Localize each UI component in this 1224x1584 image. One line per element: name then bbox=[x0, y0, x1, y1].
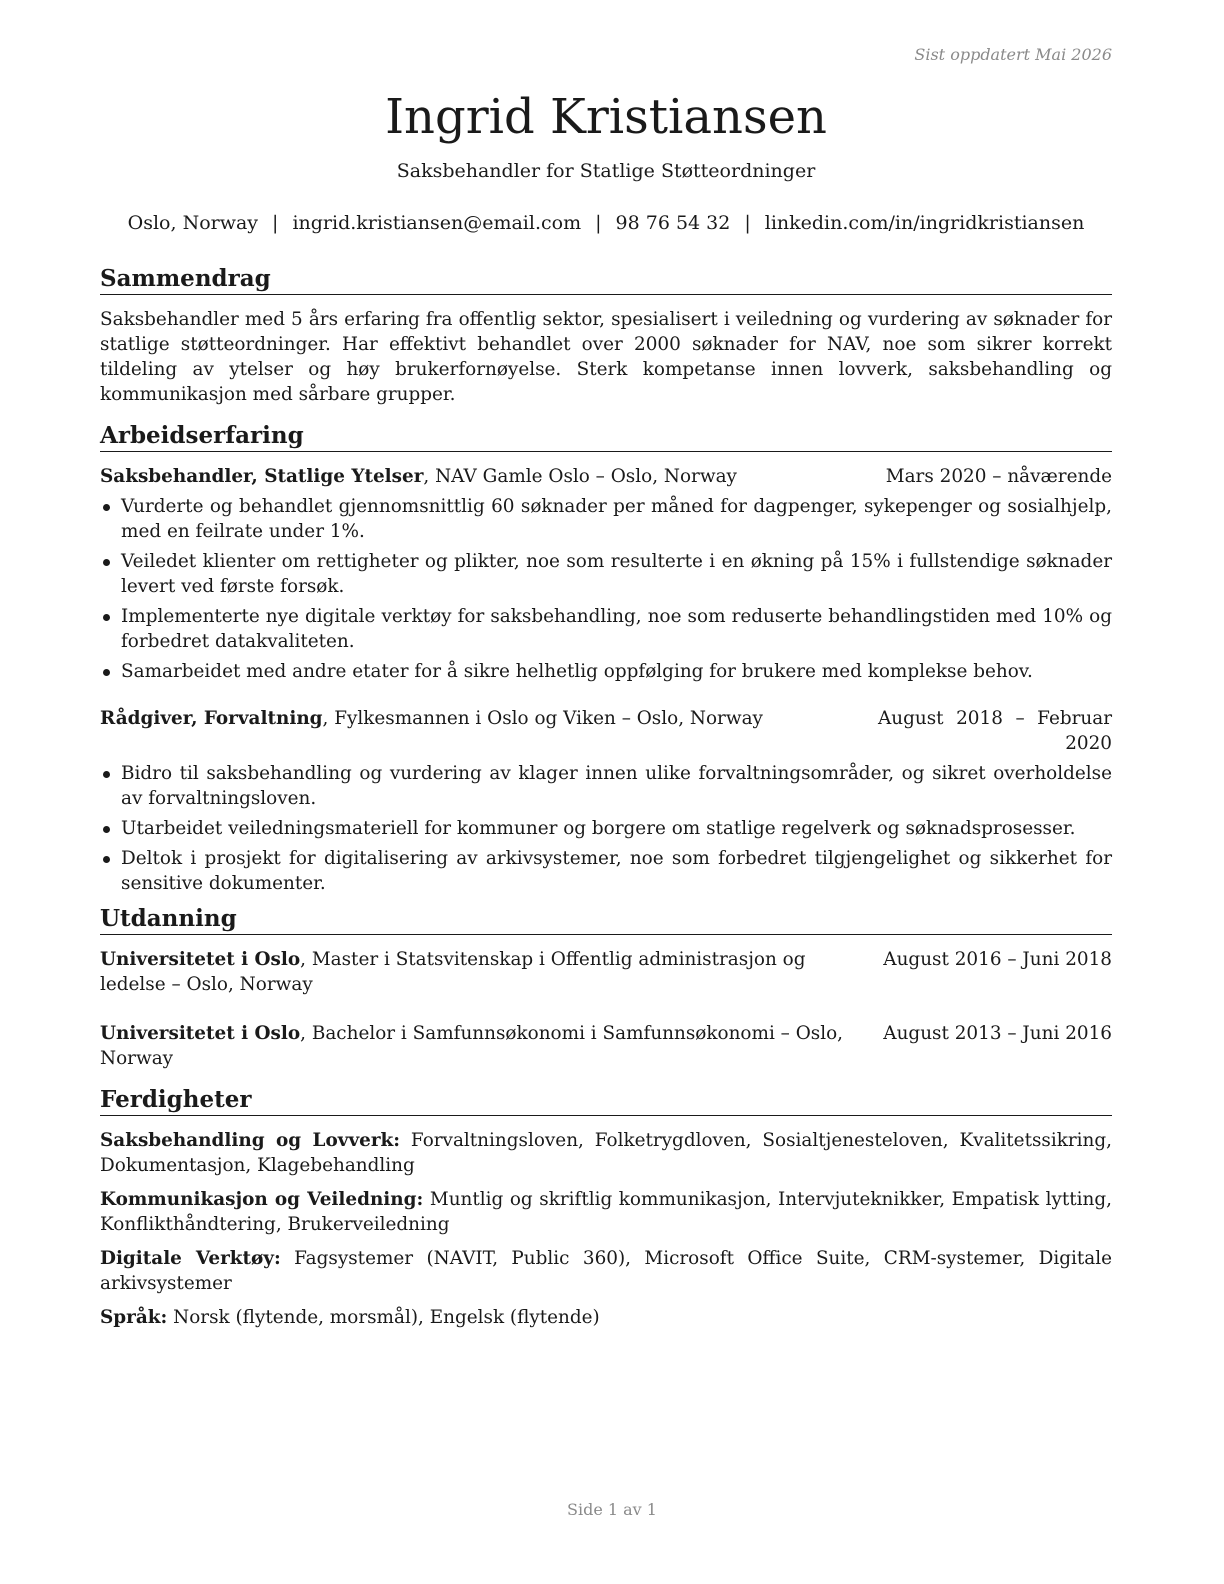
contact-separator: | bbox=[272, 212, 279, 234]
job-role: Rådgiver, Forvaltning bbox=[100, 708, 323, 729]
skill-label: Saksbehandling og Lovverk: bbox=[100, 1130, 401, 1151]
job-org: , Fylkesmannen i Oslo og Viken – Oslo, Norway bbox=[322, 708, 763, 729]
education-dates: August 2013 – Juni 2016 bbox=[883, 1023, 1112, 1044]
skill-line bbox=[100, 1128, 1112, 1178]
candidate-title: Saksbehandler for Statlige Støtteordninger bbox=[396, 160, 816, 182]
candidate-name: Ingrid Kristiansen bbox=[385, 89, 827, 145]
contact-line bbox=[100, 210, 1112, 236]
job-header bbox=[100, 464, 1112, 489]
summary-section bbox=[100, 264, 1112, 407]
bullet-icon bbox=[103, 504, 110, 511]
job-bullet bbox=[100, 494, 1112, 544]
last-updated: Sist oppdatert Mai 2026 bbox=[914, 45, 1112, 64]
job-dates: August 2018 – Februar 2020 bbox=[878, 708, 1112, 754]
education-title-line bbox=[100, 1021, 863, 1071]
bullet-icon bbox=[103, 614, 110, 621]
summary-text: Saksbehandler med 5 års erfaring fra offentlig sektor, spesialisert i veiledning og vurdering av søknader for statlige støtteordninger. Har effektivt behandlet over 2000 søknader for NAV, noe som sikrer korrekt tildeling av ytelser og høy brukerfornøyelse. Sterk kompetanse innen lovverk, saksbehandling og kommunikasjon med sårbare grupper. bbox=[100, 309, 1112, 405]
bullet-text: Samarbeidet med andre etater for å sikre helhetlig oppfølging for brukere med komplekse behov. bbox=[121, 661, 1033, 682]
contact-email[interactable]: ingrid.kristiansen@email.com bbox=[292, 212, 582, 234]
job-bullet bbox=[100, 659, 1112, 684]
contact-separator: | bbox=[744, 212, 751, 234]
job-header bbox=[100, 706, 1112, 756]
section-title-skills: Ferdigheter bbox=[100, 1085, 1112, 1116]
bullet-text: Deltok i prosjekt for digitalisering av arkivsystemer, noe som forbedret tilgjengelighet og sikkerhet for sensitive dokumenter. bbox=[121, 848, 1112, 894]
bullet-icon bbox=[103, 771, 110, 778]
section-title-summary: Sammendrag bbox=[100, 264, 1112, 295]
skill-label: Språk: bbox=[100, 1307, 168, 1328]
contact-separator: | bbox=[595, 212, 602, 234]
education-school: Universitetet i Oslo bbox=[100, 1023, 301, 1044]
bullet-text: Bidro til saksbehandling og vurdering av klager innen ulike forvaltningsområder, og sikret overholdelse av forvaltningsloven. bbox=[121, 763, 1112, 809]
bullet-icon bbox=[103, 856, 110, 863]
job-title-line bbox=[100, 464, 737, 489]
skill-label: Digitale Verktøy: bbox=[100, 1248, 281, 1269]
education-header bbox=[100, 1021, 1112, 1071]
job-role: Saksbehandler, Statlige Ytelser bbox=[100, 466, 424, 487]
contact-location: Oslo, Norway bbox=[127, 212, 259, 234]
education-title-line bbox=[100, 947, 863, 997]
skill-line bbox=[100, 1305, 1112, 1330]
education-detail: , Master i Statsvitenskap i Offentlig administrasjon og ledelse – Oslo, Norway bbox=[100, 949, 806, 995]
skill-label: Kommunikasjon og Veiledning: bbox=[100, 1189, 424, 1210]
section-title-experience: Arbeidserfaring bbox=[100, 421, 1112, 452]
skill-line bbox=[100, 1246, 1112, 1296]
bullet-text: Utarbeidet veiledningsmateriell for kommuner og borgere om statlige regelverk og søknadsprosesser. bbox=[121, 818, 1076, 839]
skill-line bbox=[100, 1187, 1112, 1237]
skill-value: Muntlig og skriftlig kommunikasjon, Intervjuteknikker, Empatisk lytting, Konflikthåndtering, Brukerveiledning bbox=[100, 1189, 1112, 1235]
job-entry bbox=[100, 706, 1112, 896]
education-dates: August 2016 – Juni 2018 bbox=[883, 949, 1112, 970]
job-entry bbox=[100, 464, 1112, 684]
job-bullet bbox=[100, 761, 1112, 811]
page-number: Side 1 av 1 bbox=[567, 1500, 657, 1519]
bullet-text: Veiledet klienter om rettigheter og plikter, noe som resulterte i en økning på 15% i fullstendige søknader levert ved første forsøk. bbox=[121, 551, 1112, 597]
education-detail: , Bachelor i Samfunnsøkonomi i Samfunnsøkonomi – Oslo, Norway bbox=[100, 1023, 844, 1069]
education-header bbox=[100, 947, 1112, 997]
job-bullet bbox=[100, 604, 1112, 654]
job-bullets bbox=[100, 494, 1112, 684]
job-bullets bbox=[100, 761, 1112, 896]
contact-linkedin[interactable]: linkedin.com/in/ingridkristiansen bbox=[764, 212, 1085, 234]
education-school: Universitetet i Oslo bbox=[100, 949, 301, 970]
bullet-text: Implementerte nye digitale verktøy for saksbehandling, noe som reduserte behandlingstiden med 10% og forbedret datakvaliteten. bbox=[121, 606, 1112, 652]
experience-section bbox=[100, 421, 1112, 896]
skill-value: Forvaltningsloven, Folketrygdloven, Sosialtjenesteloven, Kvalitetssikring, Dokumentasjon, Klagebehandling bbox=[100, 1130, 1112, 1176]
job-title-line bbox=[100, 706, 763, 731]
bullet-icon bbox=[103, 559, 110, 566]
skill-value: Norsk (flytende, morsmål), Engelsk (flytende) bbox=[167, 1307, 600, 1328]
job-bullet bbox=[100, 549, 1112, 599]
skills-section bbox=[100, 1085, 1112, 1330]
contact-phone: 98 76 54 32 bbox=[615, 212, 731, 234]
job-bullet bbox=[100, 846, 1112, 896]
section-title-education: Utdanning bbox=[100, 904, 1112, 935]
bullet-icon bbox=[103, 669, 110, 676]
education-section bbox=[100, 904, 1112, 1071]
education-entry bbox=[100, 947, 1112, 997]
education-entry bbox=[100, 1021, 1112, 1071]
job-dates: Mars 2020 – nåværende bbox=[885, 466, 1112, 487]
job-org: , NAV Gamle Oslo – Oslo, Norway bbox=[423, 466, 737, 487]
skill-value: Fagsystemer (NAVIT, Public 360), Microsoft Office Suite, CRM-systemer, Digitale arkivsystemer bbox=[100, 1248, 1112, 1294]
job-bullet bbox=[100, 816, 1112, 841]
bullet-icon bbox=[103, 826, 110, 833]
bullet-text: Vurderte og behandlet gjennomsnittlig 60 søknader per måned for dagpenger, sykepenger og sosialhjelp, med en feilrate under 1%. bbox=[121, 496, 1112, 542]
